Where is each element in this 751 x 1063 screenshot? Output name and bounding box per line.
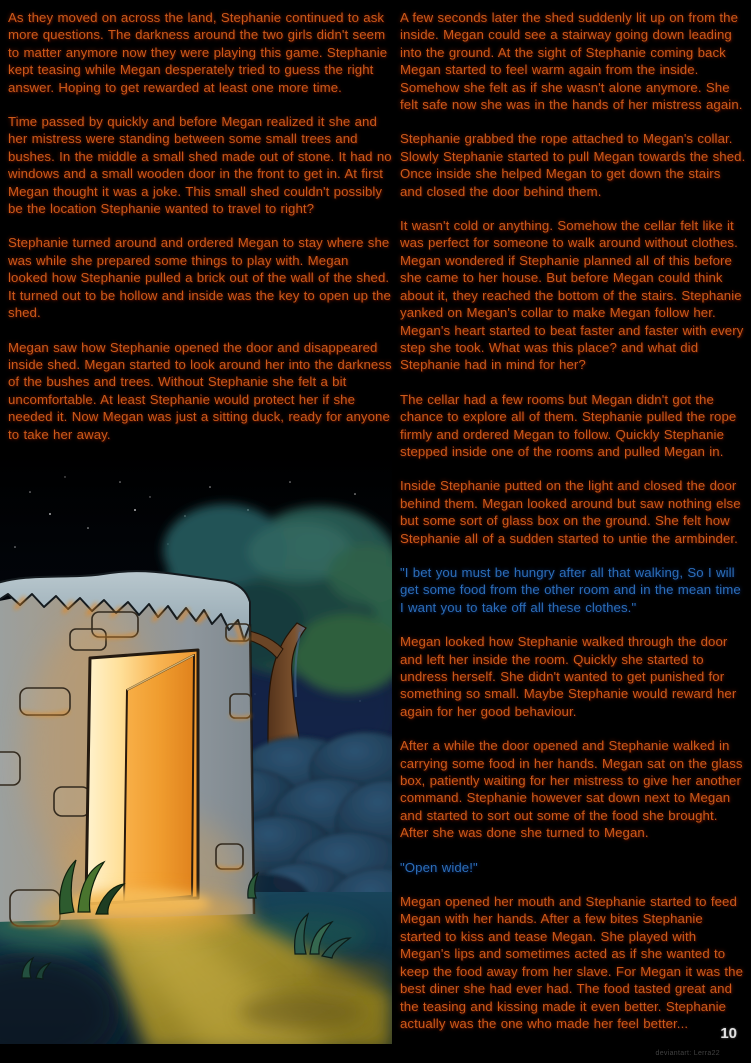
dialogue-paragraph: "Open wide!"	[400, 859, 478, 875]
story-paragraph: Megan opened her mouth and Stephanie started to feed Megan with her hands. After a few bites Stephanie started to kiss and tease Megan. She played with Megan's lips and sometimes acted as if she wanted to keep the food away from her slave. For Megan it was the best diner she had ever had. The food tasted great and the teasing and kissing made it even better. Stephanie actually was the one who made her feel better...	[400, 894, 744, 1031]
open-door-panel	[124, 655, 194, 902]
story-paragraph: The cellar had a few rooms but Megan didn't got the chance to explore all of them. Stephanie pulled the rope firmly and ordered Megan to follow. Quickly Stephanie stepped inside one of the rooms and pulled Megan in.	[400, 391, 737, 459]
story-paragraph: After a while the door opened and Stephanie walked in carrying some food in her hands. Megan sat on the glass box, patiently waiting for her mistress to give her another command. Stephanie however sat down next to Megan and started to sort out some of the food she brought. After she was done she turned to Megan.	[400, 738, 743, 841]
shed-night-scene-svg	[0, 452, 392, 1052]
story-paragraph: Megan looked how Stephanie walked through the door and left her inside the room. Quickly she started to undress herself. She didn't wanted to get punished for something so small. Maybe Stephanie would reward her again for her good behaviour.	[400, 634, 737, 719]
left-text-column	[8, 9, 392, 460]
story-paragraph: Stephanie grabbed the rope attached to Megan's collar. Slowly Stephanie started to pull Megan towards the shed. Once inside she helped Megan to get down the stairs and closed the door behind them.	[400, 131, 746, 199]
story-paragraph: Inside Stephanie putted on the light and closed the door behind them. Megan looked around but saw nothing else but some sort of glass box on the ground. She felt how Stephanie all of a sudden started to untie the armbinder.	[400, 478, 741, 546]
shed-night-illustration	[0, 452, 392, 1052]
story-paragraph: A few seconds later the shed suddenly lit up on from the inside. Megan could see a stairway going down leading into the ground. At the sight of Stephanie coming back Megan started to feel warm again from the inside. Somehow she felt as if she wasn't alone anymore. She felt safe now she was in the hands of her mistress again.	[400, 10, 743, 113]
stone-shed	[0, 571, 255, 932]
dialogue-paragraph: "I bet you must be hungry after all that walking, So I will get some food from the other room and in the mean time I want you to take off all these clothes."	[400, 564, 741, 615]
story-paragraph: Megan saw how Stephanie opened the door and disappeared inside shed. Megan started to look around her into the darkness of the bushes and trees. Without Stephanie she felt a bit uncomfortable. At least Stephanie would protect her if she needed it. Now Megan was just a sitting duck, ready for anyone to take her away.	[8, 339, 392, 442]
artist-credit: deviantart: Lerra22	[655, 1050, 720, 1057]
story-paragraph: Time passed by quickly and before Megan realized it she and her mistress were standing between some small trees and bushes. In the middle a small shed made out of stone. It had no windows and a small wooden door in the front to get in. At first Megan thought it was a joke. This small shed couldn't possibly be the location Stephanie wanted to travel to right?	[8, 114, 392, 217]
page-number: 10	[720, 1025, 737, 1042]
story-paragraph: As they moved on across the land, Stephanie continued to ask more questions. The darkness around the two girls didn't seem to matter anymore now they were playing this game. Stephanie kept teasing while Megan desperately tried to guess the right answer. Hoping to get rewarded at least one more time.	[8, 10, 388, 95]
story-paragraph: It wasn't cold or anything. Somehow the cellar felt like it was perfect for someone to walk around without clothes. Megan wondered if Stephanie planned all of this before she came to her house. But before Megan could think about it, they reached the bottom of the stairs. Stephanie yanked on Megan's collar to make Megan follow her. Megan's heart started to beat faster and faster with every step she took. What was this place? and what did Stephanie had in mind for her?	[400, 218, 744, 373]
right-text-column	[400, 9, 746, 1049]
story-paragraph: Stephanie turned around and ordered Megan to stay where she was while she prepared some things to play with. Megan looked how Stephanie pulled a brick out of the wall of the shed. It turned out to be hollow and inside was the key to open up the shed.	[8, 235, 391, 321]
